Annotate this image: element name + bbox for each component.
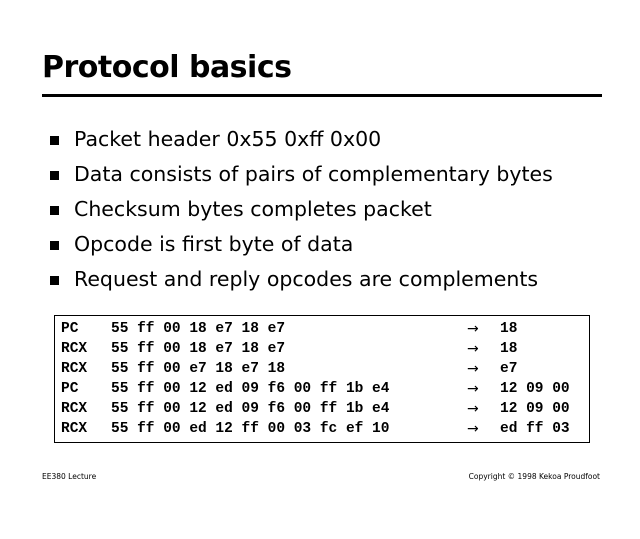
- packet-bytes: 55 ff 00 18 e7 18 e7: [111, 341, 286, 357]
- arrow-icon: →: [467, 421, 479, 437]
- slide-title: Protocol basics: [42, 50, 292, 85]
- packet-data: 18: [500, 321, 518, 337]
- packet-row: [61, 399, 570, 419]
- arrow-icon: →: [467, 401, 479, 417]
- square-bullet-icon: [50, 276, 59, 285]
- packet-bytes: 55 ff 00 12 ed 09 f6 00 ff 1b e4: [111, 401, 390, 417]
- bullet-text: Request and reply opcodes are complements: [74, 267, 539, 291]
- arrow-icon: →: [467, 361, 479, 377]
- square-bullet-icon: [50, 136, 59, 145]
- footer-copyright: Copyright © 1998 Kekoa Proudfoot: [468, 472, 600, 481]
- packet-source: RCX: [61, 361, 88, 377]
- bullet-item: [50, 159, 553, 194]
- arrow-icon: →: [467, 381, 479, 397]
- square-bullet-icon: [50, 206, 59, 215]
- packet-row: [61, 419, 570, 439]
- arrow-icon: →: [467, 321, 479, 337]
- packet-trace-box: [54, 315, 590, 443]
- bullet-item: [50, 229, 553, 264]
- packet-bytes: 55 ff 00 18 e7 18 e7: [111, 321, 286, 337]
- packet-data: ed ff 03: [500, 421, 570, 437]
- square-bullet-icon: [50, 171, 59, 180]
- packet-data: 18: [500, 341, 518, 357]
- packet-source: PC: [61, 321, 79, 337]
- footer-course: EE380 Lecture: [42, 472, 97, 481]
- packet-row: [61, 319, 518, 339]
- packet-data: 12 09 00: [500, 381, 570, 397]
- packet-source: RCX: [61, 421, 88, 437]
- packet-source: PC: [61, 381, 79, 397]
- bullet-list: [50, 124, 553, 299]
- packet-bytes: 55 ff 00 e7 18 e7 18: [111, 361, 286, 377]
- packet-bytes: 55 ff 00 ed 12 ff 00 03 fc ef 10: [111, 421, 390, 437]
- packet-bytes: 55 ff 00 12 ed 09 f6 00 ff 1b e4: [111, 381, 390, 397]
- packet-data: 12 09 00: [500, 401, 570, 417]
- bullet-text: Data consists of pairs of complementary bytes: [74, 162, 553, 186]
- bullet-text: Opcode is first byte of data: [74, 232, 354, 256]
- bullet-text: Packet header 0x55 0xff 0x00: [74, 127, 382, 151]
- packet-row: [61, 359, 518, 379]
- title-underline: [42, 94, 602, 97]
- bullet-text: Checksum bytes completes packet: [74, 197, 432, 221]
- arrow-icon: →: [467, 341, 479, 357]
- packet-row: [61, 379, 570, 399]
- packet-data: e7: [500, 361, 518, 377]
- square-bullet-icon: [50, 241, 59, 250]
- packet-source: RCX: [61, 341, 88, 357]
- packet-source: RCX: [61, 401, 88, 417]
- packet-row: [61, 339, 518, 359]
- bullet-item: [50, 124, 553, 159]
- bullet-item: [50, 264, 553, 299]
- bullet-item: [50, 194, 553, 229]
